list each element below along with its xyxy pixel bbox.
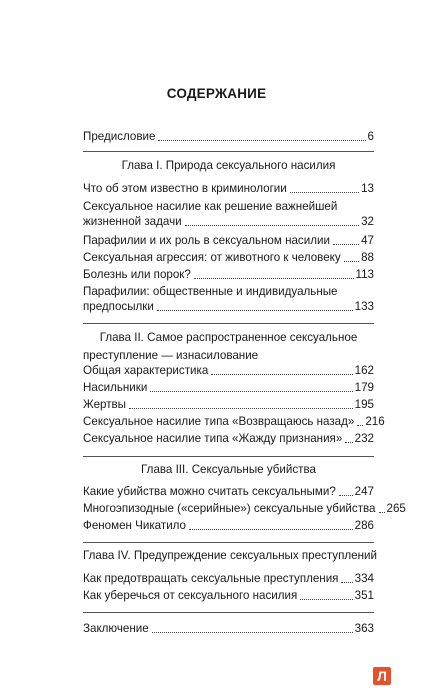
divider	[83, 612, 374, 613]
toc-entry-preface: Предисловие 6	[83, 130, 374, 143]
publisher-logo-icon: Л	[373, 667, 391, 685]
toc-entry: Общая характеристика 162	[83, 364, 374, 377]
toc-entry: Как предотвращать сексуальные преступления 334	[83, 572, 374, 585]
toc-entry: Сексуальное насилие типа «Возвращаюсь назад» 216	[83, 415, 385, 428]
table-of-contents	[83, 0, 406, 700]
toc-entry: Парафилии: общественные и индивидуальные предпосылки 133	[83, 285, 374, 313]
divider	[83, 323, 374, 324]
divider	[83, 456, 374, 457]
toc-entry: Парафилии и их роль в сексуальном насилии 47	[83, 234, 374, 247]
chapter-2-heading: Глава II. Самое распространенное сексуальное	[99, 331, 358, 344]
chapter-4-heading: Глава IV. Предупреждение сексуальных преступлений	[83, 549, 377, 562]
toc-entry: Какие убийства можно считать сексуальными? 247	[83, 485, 374, 498]
toc-entry: Сексуальное насилие как решение важнейшей жизненной задачи 32	[83, 200, 374, 228]
toc-entry: Болезнь или порок? 113	[83, 268, 374, 281]
toc-entry: Как уберечься от сексуального насилия 351	[83, 589, 374, 602]
divider	[83, 542, 374, 543]
chapter-2-heading-line2: преступление — изнасилование	[83, 349, 259, 362]
toc-entry: Сексуальная агрессия: от животного к человеку 88	[83, 251, 374, 264]
page-title: СОДЕРЖАНИЕ	[166, 86, 267, 101]
toc-entry: Сексуальное насилие типа «Жажду признания» 232	[83, 432, 374, 445]
toc-entry-conclusion: Заключение 363	[83, 622, 374, 635]
divider	[83, 151, 374, 152]
toc-entry: Феномен Чикатило 286	[83, 519, 374, 532]
chapter-3-heading: Глава III. Сексуальные убийства	[141, 463, 316, 476]
toc-entry: Что об этом известно в криминологии 13	[83, 182, 374, 195]
toc-entry: Жертвы 195	[83, 398, 374, 411]
toc-entry: Многоэпизодные («серийные») сексуальные убийства 265	[83, 502, 406, 515]
chapter-1-heading: Глава I. Природа сексуального насилия	[121, 159, 336, 172]
toc-entry: Насильники 179	[83, 381, 374, 394]
